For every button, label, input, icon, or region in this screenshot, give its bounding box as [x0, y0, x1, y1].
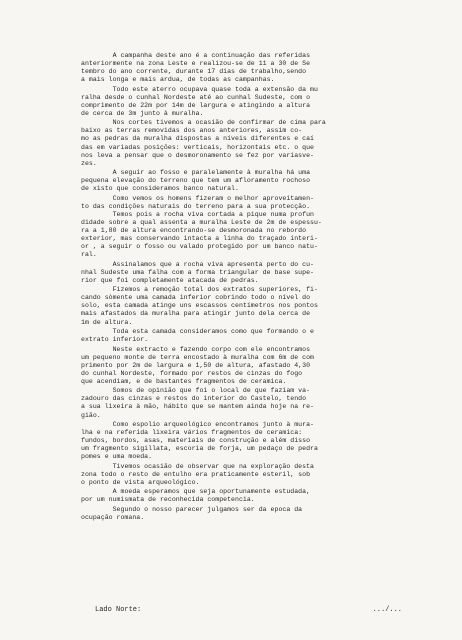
paragraph-extracto: Neste extracto e fazendo corpo com ele encontramos um pequeno monte de terra encostado à muralha com 6m de com primento por 2m de largura e 1,50 de altura, afastado 4,30 do cunhal Nordeste, formado por restos de cinzas do fogo que acendiam, e de bastantes fragmentos de ceramica.: [81, 345, 314, 385]
paragraph-camada: Toda esta camada consideramos como que formando o e extrato inferior.: [81, 328, 314, 344]
paragraph-espolio: Como espolio arqueológico encontramos junto à mura- lha e na referida lixeira vários fragmentos de ceramica: fundos, bordos, asas, materiais de construção e além disso um fragmento sigillata, escoria de forja, um pedaço de pedra pomes e uma moeda.: [81, 421, 318, 461]
paragraph-vazadouro: Somos de opinião que foi o local de que faziam va- zadouro das cinzas e restos do interior do Castelo, tendo a sua lixeira à mão, hábito que se mantem ainda hoje na re- gião.: [81, 387, 314, 419]
paragraph-parecer: Segundo o nosso parecer julgamos ser da epoca da ocupação romana.: [81, 506, 303, 522]
paragraph-aterro-extent: Todo este aterro ocupava quase toda a extensão da mu ralha desde o cunhal Nordeste até ao cunhal Sudeste, com o comprimento de 22m por 14m de largura e atingindo a altura de cerca de 3m junto à muralha.: [81, 85, 318, 117]
paragraph-campaign-intro: A campanha deste ano é a continuação das referidas anteriormente na zona Leste e realizou-se de 11 a 30 de Se tembro do ano corrente, durante 17 dias de trabalho,sendo a mais longa e mais ardua, de todas as campanhas.: [81, 52, 311, 84]
paragraph-moeda: A moeda esperamos que seja oportunamente estudada, por um numismata de reconhecida competencia.: [81, 488, 311, 504]
footer-continuation-mark: .../...: [372, 606, 402, 614]
footer-section-label: Lado Norte:: [95, 606, 142, 614]
page-footer: [95, 606, 402, 614]
paragraph-fosso: A seguir ao fosso e paralelamente à muralha há uma pequena elevação do terreno que tem um afloramento rochoso de xisto que consideramos banco natural.: [81, 169, 311, 193]
paragraph-remocao: Fizemos a remoção total dos extratos superiores, fi- cando sòmente uma camada inferior cobrindo todo o nível do solo, esta camada atinge uns escassos centímetros nos pontos mais afastados da muralha para atingir junto dela cerca de 1m de altura.: [81, 286, 318, 326]
paragraph-cortes: Nos cortes tivemos a ocasião de confirmar de cima para baixo as terras removidas dos anos anteriores, assim co- mo as pedras da muralha dispostas a níveis diferentes e caí das em variadas posições: verticais, horizontais etc. o que nos leva a pensar que o desmoronamento se fez por variasve- zes.: [81, 119, 326, 167]
paragraph-esteril: Tivemos ocasião de observar que na exploração desta zona todo o resto de entulho era praticamente esteril, sob o ponto de vista arqueológico.: [81, 462, 314, 486]
paragraph-rocha-viva: Como vemos os homens fizeram o melhor aproveitamen- to das condições naturais do terreno para a sua protecção. Temos pois a rocha viva cortada a pique numa profun didade sobre a qual assenta a muralha Leste de 2m de espessu- ra a 1,80 de altura encontrando-se desmoronada no rebordo exterior, mas conservando intacta a linha do traçado interi- or , a seguir o fosso ou valado protegido por um banco natu- ral.: [81, 194, 322, 259]
paragraph-cunhal-sudeste: Assinalamos que a rocha viva apresenta perto do cu- nhal Sudeste uma falha com a forma triangular de base supe- rior que foi completamente atacada de pedras.: [81, 260, 314, 284]
